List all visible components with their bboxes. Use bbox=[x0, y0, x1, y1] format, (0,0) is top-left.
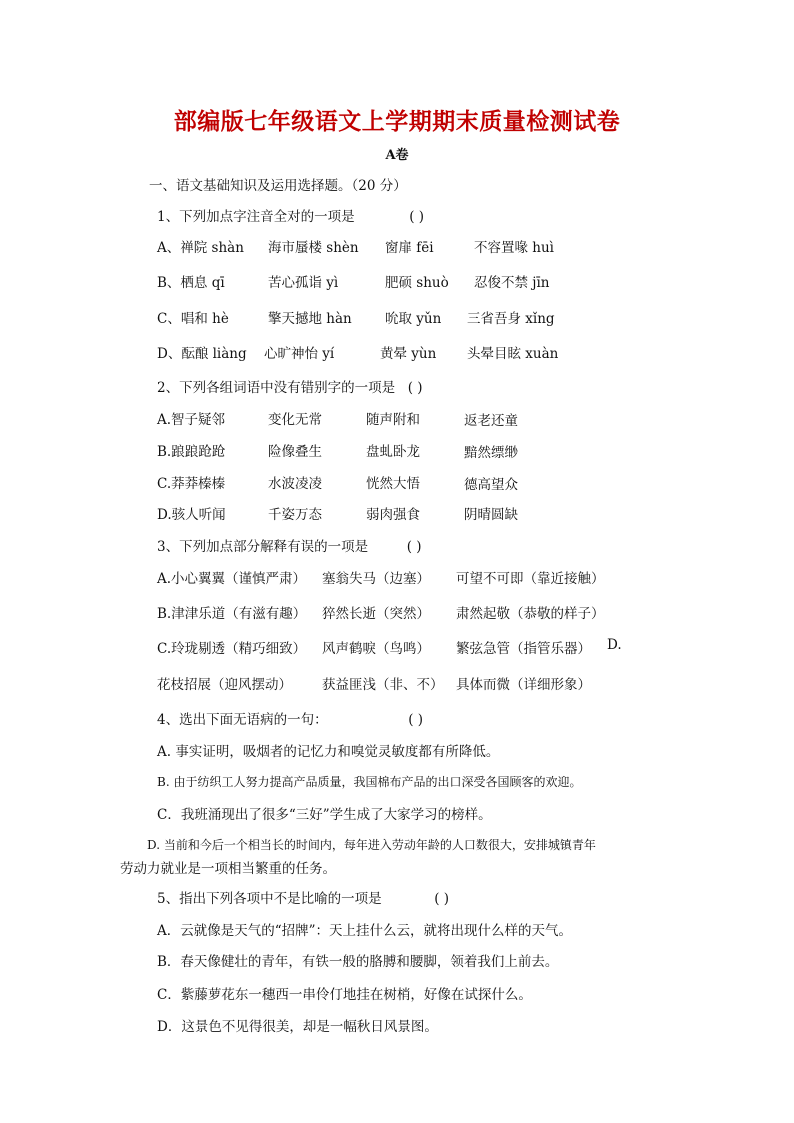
option-cell: 吮取 yǔn bbox=[385, 311, 442, 327]
option-cell: 塞翁失马（边塞） bbox=[322, 571, 430, 587]
option-cell: 具体而微（详细形象） bbox=[456, 677, 591, 693]
question-2-answer-paren: ( ) bbox=[407, 380, 423, 396]
option-cell: 黯然缥缈 bbox=[464, 445, 518, 461]
option-line: A．云就像是天气的“招牌”：天上挂什么云，就将出现什么样的天气。 bbox=[157, 923, 573, 939]
option-cell: 可望不可即（靠近接触） bbox=[456, 571, 605, 587]
option-cell: D、酝酿 liàng bbox=[157, 346, 247, 362]
option-cell: 苦心孤诣 yì bbox=[268, 275, 339, 291]
paper-section-label: A卷 bbox=[385, 148, 409, 163]
option-cell: C.莽莽榛榛 bbox=[157, 476, 226, 492]
option-line: C．我班涌现出了很多“三好”学生成了大家学习的榜样。 bbox=[157, 807, 492, 823]
option-cell: 水波凌凌 bbox=[268, 476, 322, 492]
option-cell: 头晕目眩 xuàn bbox=[467, 346, 559, 362]
exam-title: 部编版七年级语文上学期期末质量检测试卷 bbox=[173, 109, 621, 135]
option-cell: 随声附和 bbox=[366, 412, 420, 428]
option-line: C．紫藤萝花东一穗西一串伶仃地挂在树梢，好像在试探什么。 bbox=[157, 987, 532, 1003]
option-cell: 获益匪浅（非、不） bbox=[322, 677, 444, 693]
option-cell: A、禅院 shàn bbox=[157, 240, 244, 256]
question-2-stem bbox=[157, 376, 423, 396]
option-cell: 阴晴圆缺 bbox=[464, 507, 518, 523]
option-cell: 心旷神怡 yí bbox=[264, 346, 335, 362]
question-2-text: 2、下列各组词语中没有错别字的一项是 bbox=[157, 380, 396, 396]
question-3-answer-paren: ( ) bbox=[406, 539, 422, 555]
option-cell: 三省吾身 xǐng bbox=[467, 311, 555, 327]
option-line-continued: 劳动力就业是一项相当繁重的任务。 bbox=[120, 861, 336, 877]
option-cell: B、栖息 qī bbox=[157, 275, 225, 291]
option-cell: 海市蜃楼 shèn bbox=[268, 240, 359, 256]
option-cell: 肥硕 shuò bbox=[385, 275, 449, 291]
question-1-answer-paren: ( ) bbox=[409, 209, 425, 225]
option-cell: 千姿万态 bbox=[268, 507, 322, 523]
section-heading: 一、语文基础知识及运用选择题。（20 分） bbox=[149, 178, 407, 194]
option-cell: D.骇人听闻 bbox=[157, 507, 226, 523]
option-line: A. 事实证明，吸烟者的记忆力和嗅觉灵敏度都有所降低。 bbox=[157, 744, 500, 760]
option-cell: 弱肉强食 bbox=[366, 507, 420, 523]
question-4-answer-paren: ( ) bbox=[408, 712, 424, 728]
question-3-stem bbox=[157, 535, 422, 555]
option-cell: B.津津乐道（有滋有趣） bbox=[157, 606, 307, 622]
option-cell: 猝然长逝（突然） bbox=[322, 606, 430, 622]
option-cell: 变化无常 bbox=[268, 412, 322, 428]
option-line: B．春天像健壮的青年，有铁一般的胳膊和腰脚，领着我们上前去。 bbox=[157, 954, 559, 970]
option-cell: A.智子疑邻 bbox=[157, 412, 226, 428]
option-cell: 返老还童 bbox=[464, 413, 518, 429]
option-cell: 窗扉 fēi bbox=[385, 240, 434, 256]
option-cell: B.踉踉跄跄 bbox=[157, 444, 226, 460]
question-5-stem bbox=[157, 887, 449, 907]
question-5-text: 5、指出下列各项中不是比喻的一项是 bbox=[157, 891, 382, 907]
question-4-text: 4、选出下面无语病的一句： bbox=[157, 712, 328, 728]
option-cell: 花枝招展（迎风摆动） bbox=[157, 677, 292, 693]
option-cell: 盘虬卧龙 bbox=[366, 444, 420, 460]
option-line: B. 由于纺织工人努力提高产品质量，我国棉布产品的出口深受各国顾客的欢迎。 bbox=[157, 775, 582, 789]
option-cell: 恍然大悟 bbox=[366, 476, 420, 492]
question-3-text: 3、下列加点部分解释有误的一项是 bbox=[157, 539, 369, 555]
option-cell: 忍俊不禁 jīn bbox=[474, 275, 550, 291]
option-cell: 肃然起敬（恭敬的样子） bbox=[456, 606, 605, 622]
option-cell: 德高望众 bbox=[464, 477, 518, 493]
question-5-answer-paren: ( ) bbox=[434, 891, 450, 907]
option-line: D. 当前和今后一个相当长的时间内，每年进入劳动年龄的人口数很大，安排城镇青年 bbox=[147, 838, 596, 852]
option-cell: 险像叠生 bbox=[268, 444, 322, 460]
option-cell: C、唱和 hè bbox=[157, 311, 229, 327]
option-cell: C.玲珑剔透（精巧细致） bbox=[157, 641, 307, 657]
question-1-stem bbox=[157, 205, 424, 225]
option-cell: D. bbox=[607, 637, 622, 653]
option-cell: 风声鹤唳（鸟鸣） bbox=[322, 641, 430, 657]
option-line: D．这景色不见得很美，却是一幅秋日风景图。 bbox=[157, 1019, 438, 1035]
option-cell: 不容置喙 huì bbox=[474, 240, 554, 256]
question-4-stem bbox=[157, 708, 423, 728]
option-cell: A.小心翼翼（谨慎严肃） bbox=[157, 571, 307, 587]
option-cell: 繁弦急管（指管乐器） bbox=[456, 641, 591, 657]
option-cell: 黄晕 yùn bbox=[380, 346, 437, 362]
option-cell: 擎天撼地 hàn bbox=[268, 311, 352, 327]
question-1-text: 1、下列加点字注音全对的一项是 bbox=[157, 209, 355, 225]
